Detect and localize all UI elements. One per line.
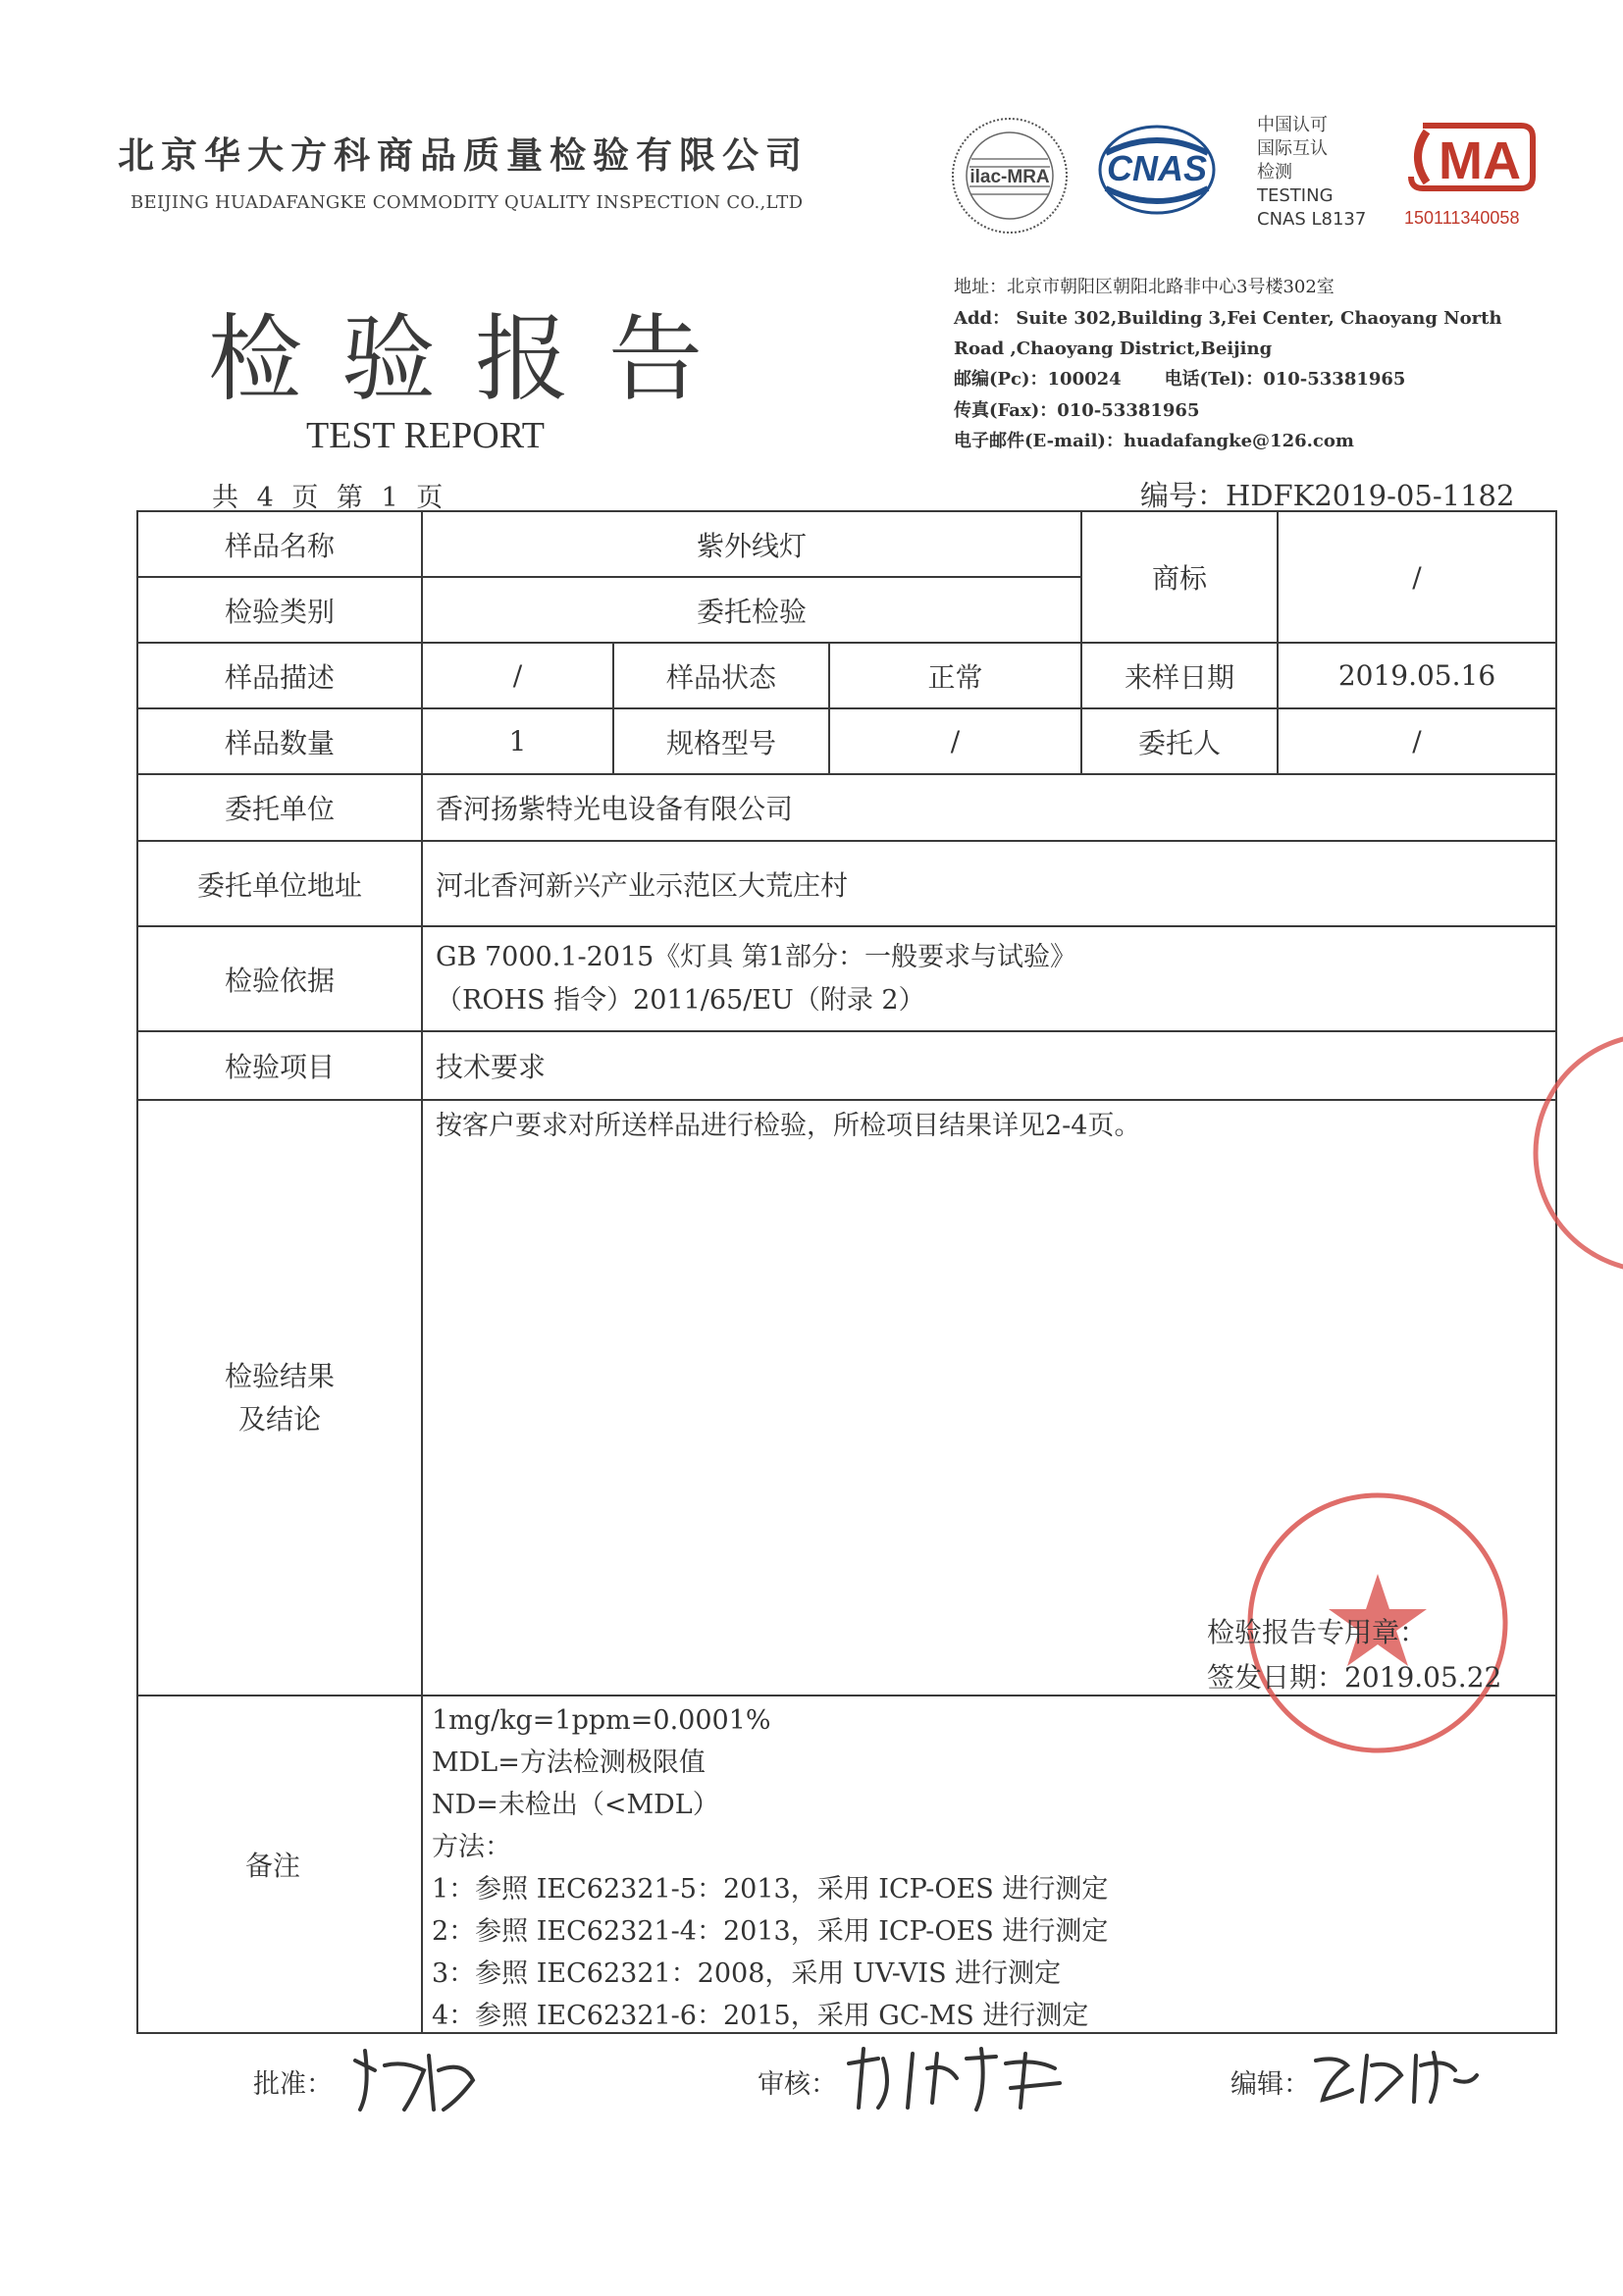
arrival-date-value: 2019.05.16 (1337, 659, 1496, 692)
client-address-value: 河北香河新兴产业示范区大荒庄村 (436, 868, 849, 902)
test-items-label: 检验项目 (224, 1051, 335, 1083)
client-value: / (1412, 725, 1422, 757)
review-signature (839, 2039, 1074, 2117)
model-label: 规格型号 (665, 726, 776, 759)
edit-signature (1308, 2041, 1485, 2110)
arrival-date-label: 来样日期 (1124, 660, 1234, 694)
remark-line: 2：参照 IEC62321-4：2013，采用 ICP-OES 进行测定 (432, 1916, 1109, 1947)
address-line-3: Road ,Chaoyang District,Beijing (954, 339, 1273, 359)
test-type-label: 检验类别 (224, 595, 335, 628)
test-result-label: 检验结果 及结论 (224, 1359, 335, 1435)
client-address-label: 委托单位地址 (196, 868, 362, 902)
seal-label: 检验报告专用章： (1207, 1616, 1428, 1648)
remark-line: 4：参照 IEC62321-6：2015，采用 GC-MS 进行测定 (432, 2001, 1089, 2031)
approve-signature (345, 2041, 483, 2119)
issue-date: 签发日期：2019.05.22 (1207, 1661, 1502, 1694)
edge-stamp (1526, 1020, 1623, 1285)
edit-label: 编辑： (1230, 2069, 1310, 2100)
model-value: / (950, 725, 961, 757)
remarks-list (432, 1699, 1108, 2037)
remark-line: ND=未检出（<MDL） (432, 1790, 719, 1820)
address-line-2: Add： Suite 302,Building 3,Fei Center, Chaoyang North (954, 308, 1502, 329)
review-label: 审核： (758, 2069, 837, 2100)
test-basis-label: 检验依据 (224, 964, 335, 997)
ilac-text: ilac-MRA (969, 167, 1050, 187)
report-number: 编号：HDFK2019-05-1182 (1140, 479, 1515, 512)
client-label: 委托人 (1137, 726, 1221, 759)
remark-line: 3：参照 IEC62321：2008，采用 UV-VIS 进行测定 (432, 1958, 1062, 1989)
test-type-value: 委托检验 (696, 595, 807, 628)
report-title-en: TEST REPORT (306, 415, 545, 456)
remark-line: 1mg/kg=1ppm=0.0001% (432, 1705, 771, 1736)
remark-line: 方法： (432, 1832, 511, 1862)
remark-line: MDL=方法检测极限值 (432, 1748, 706, 1778)
client-unit-value: 香河扬紫特光电设备有限公司 (436, 793, 794, 825)
sample-qty-value: 1 (508, 725, 527, 757)
approve-label: 批准： (253, 2069, 333, 2100)
sample-name-value: 紫外线灯 (696, 529, 807, 562)
company-name-cn: 北京华大方科商品质量检验有限公司 (118, 133, 809, 177)
test-basis-value: GB 7000.1-2015《灯具 第1部分：一般要求与试验》 （ROHS 指令）2011/65/EU（附录 2） (436, 942, 1077, 1016)
cma-number: 150111340058 (1404, 208, 1520, 228)
trademark-label: 商标 (1151, 562, 1207, 595)
test-result-text: 按客户要求对所送样品进行检验，所检项目结果详见2-4页。 (436, 1111, 1141, 1141)
address-line-1: 地址：北京市朝阳区朝阳北路非中心3号楼302室 (954, 277, 1335, 297)
trademark-value: / (1412, 560, 1422, 594)
sample-name-label: 样品名称 (224, 529, 335, 562)
remark-line: 1：参照 IEC62321-5：2013，采用 ICP-OES 进行测定 (432, 1874, 1109, 1905)
postcode-tel: 邮编(Pc)：100024 电话(Tel)：010-53381965 (954, 369, 1406, 390)
sample-state-value: 正常 (927, 660, 983, 694)
client-unit-label: 委托单位 (224, 793, 335, 825)
cnas-info: 中国认可 国际互认 检测 TESTING CNAS L8137 (1257, 115, 1367, 230)
cnas-text: CNAS (1106, 148, 1208, 188)
email: 电子邮件(E-mail)：huadafangke@126.com (954, 431, 1354, 451)
company-name-en: BEIJING HUADAFANGKE COMMODITY QUALITY INSPECTION CO.,LTD (131, 192, 804, 213)
test-items-value: 技术要求 (436, 1051, 547, 1083)
page-indicator: 共 4 页 第 1 页 (212, 483, 444, 513)
report-title-cn: 检验报告 (208, 304, 742, 414)
sample-desc-label: 样品描述 (224, 660, 335, 694)
fax: 传真(Fax)：010-53381965 (954, 400, 1200, 421)
sample-qty-label: 样品数量 (224, 726, 335, 759)
sample-desc-value: / (512, 659, 523, 692)
remarks-label: 备注 (244, 1850, 300, 1882)
ma-text: MA (1439, 131, 1521, 190)
sample-state-label: 样品状态 (665, 660, 776, 694)
